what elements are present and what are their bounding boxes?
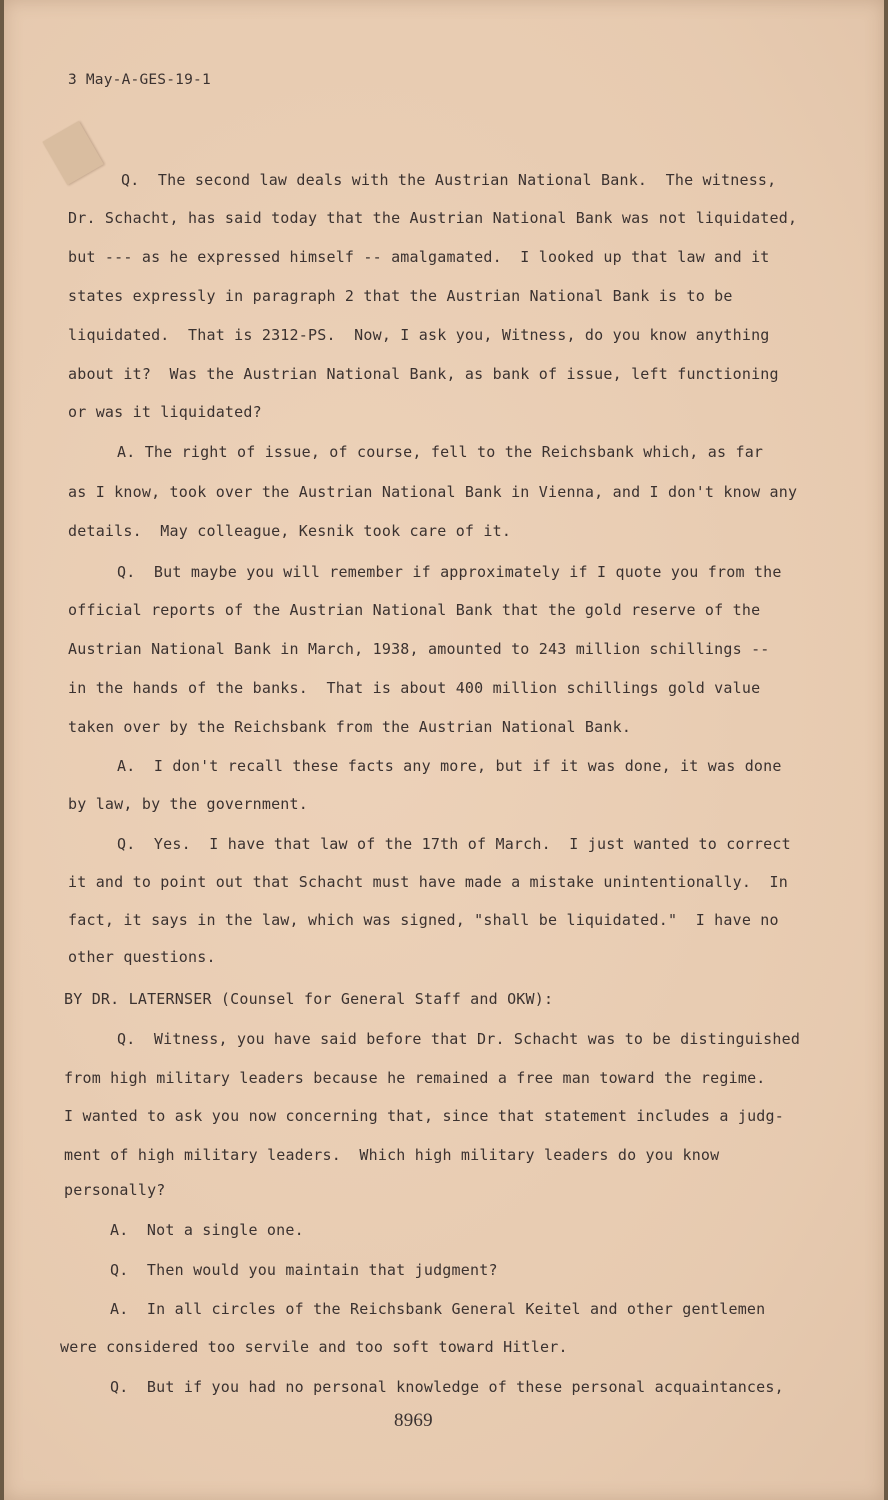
text-line: or was it liquidated? bbox=[68, 403, 262, 421]
text-line: liquidated. That is 2312-PS. Now, I ask you, Witness, do you know anything bbox=[68, 326, 770, 344]
text-line: were considered too servile and too soft toward Hitler. bbox=[60, 1338, 568, 1356]
text-line: A. In all circles of the Reichsbank General Keitel and other gentlemen bbox=[110, 1300, 766, 1318]
text-line: Austrian National Bank in March, 1938, amounted to 243 million schillings -- bbox=[68, 640, 770, 658]
document-page bbox=[4, 0, 884, 1500]
text-line: in the hands of the banks. That is about 400 million schillings gold value bbox=[68, 679, 761, 697]
document-header: 3 May-A-GES-19-1 bbox=[68, 72, 211, 88]
text-line: ment of high military leaders. Which high military leaders do you know bbox=[64, 1146, 720, 1164]
text-line: it and to point out that Schacht must have made a mistake unintentionally. In bbox=[68, 873, 788, 891]
text-line: Q. Yes. I have that law of the 17th of March. I just wanted to correct bbox=[117, 835, 791, 853]
text-line: A. Not a single one. bbox=[110, 1221, 304, 1239]
tape-mark bbox=[42, 121, 103, 185]
text-line: by law, by the government. bbox=[68, 795, 308, 813]
text-line: about it? Was the Austrian National Bank, as bank of issue, left functioning bbox=[68, 365, 779, 383]
text-line: A. The right of issue, of course, fell to the Reichsbank which, as far bbox=[117, 443, 764, 461]
text-line: details. May colleague, Kesnik took care of it. bbox=[68, 522, 512, 540]
text-line: Dr. Schacht, has said today that the Austrian National Bank was not liquidated, bbox=[68, 209, 798, 227]
text-line: Q. Witness, you have said before that Dr. Schacht was to be distinguished bbox=[117, 1030, 801, 1048]
text-line: from high military leaders because he remained a free man toward the regime. bbox=[64, 1069, 766, 1087]
text-line: fact, it says in the law, which was signed, "shall be liquidated." I have no bbox=[68, 911, 779, 929]
text-line: I wanted to ask you now concerning that, since that statement includes a judg- bbox=[64, 1107, 784, 1125]
text-line: states expressly in paragraph 2 that the Austrian National Bank is to be bbox=[68, 287, 733, 305]
text-line: BY DR. LATERNSER (Counsel for General Staff and OKW): bbox=[64, 990, 554, 1008]
text-line: A. I don't recall these facts any more, but if it was done, it was done bbox=[117, 757, 782, 775]
text-line: but --- as he expressed himself -- amalgamated. I looked up that law and it bbox=[68, 248, 770, 266]
text-line: as I know, took over the Austrian National Bank in Vienna, and I don't know any bbox=[68, 483, 798, 501]
text-line: personally? bbox=[64, 1181, 166, 1199]
page-number: 8969 bbox=[394, 1410, 433, 1431]
text-line: taken over by the Reichsbank from the Austrian National Bank. bbox=[68, 718, 632, 736]
text-line: official reports of the Austrian National Bank that the gold reserve of the bbox=[68, 601, 761, 619]
text-line: Q. Then would you maintain that judgment? bbox=[110, 1261, 498, 1279]
text-line: Q. But if you had no personal knowledge of these personal acquaintances, bbox=[110, 1378, 784, 1396]
text-line: Q. The second law deals with the Austrian National Bank. The witness, bbox=[121, 171, 777, 189]
text-line: other questions. bbox=[68, 948, 216, 966]
text-line: Q. But maybe you will remember if approximately if I quote you from the bbox=[117, 563, 782, 581]
